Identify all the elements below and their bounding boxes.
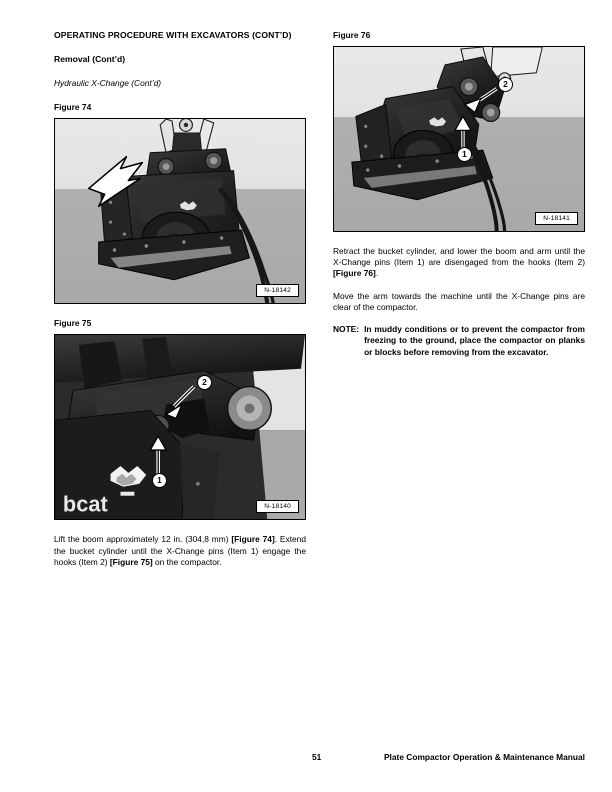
svg-text:bcat: bcat <box>62 491 108 517</box>
figure-76-artwork <box>334 47 584 232</box>
lcp-part1: Lift the boom approximately 12 in. (304,8 mm) <box>54 534 232 545</box>
footer-page-number: 51 <box>312 752 322 762</box>
figure-74-image <box>54 118 306 304</box>
left-column-paragraph <box>54 534 306 568</box>
subsection-heading: Hydraulic X-Change (Cont’d) <box>54 78 162 89</box>
figure-76-callout-1: 1 <box>457 147 472 162</box>
rcp1-part1: Retract the bucket cylinder, and lower the boom and arm until the X-Change pins (Item 1) are disengaged from the hooks (Item 2) <box>333 246 585 268</box>
rcp1-part2: . <box>375 268 379 279</box>
figure-75-label: Figure 75 <box>54 318 92 329</box>
rcp1-bold1: [Figure 76] <box>333 268 376 279</box>
note-text: In muddy conditions or to prevent the compactor from freezing to the ground, place the compactor on planks or blocks before removing from the excavator. <box>364 324 585 357</box>
right-column <box>333 30 585 358</box>
left-column <box>54 30 306 579</box>
figure-75-callout-1: 1 <box>152 473 167 488</box>
figure-76-label: Figure 76 <box>333 30 371 40</box>
figure-75-image-number: N-18140 <box>256 500 299 514</box>
figure-75-artwork <box>55 335 305 520</box>
note-label: NOTE: <box>333 324 360 335</box>
lcp-part3: on the compactor. <box>152 556 222 567</box>
lcp-bold1: [Figure 74] <box>231 534 275 545</box>
figure-76-callout-2: 2 <box>498 77 513 92</box>
footer-manual-title: Plate Compactor Operation & Maintenance Manual <box>383 752 585 762</box>
note-block <box>333 324 585 358</box>
figure-76-image <box>333 46 585 232</box>
page-footer <box>54 752 585 766</box>
page-title: OPERATING PROCEDURE WITH EXCAVATORS (CONT’D) <box>54 30 292 40</box>
lcp-bold2: [Figure 75] <box>109 556 153 567</box>
right-column-paragraph-2: Move the arm towards the machine until the X-Change pins are clear of the compactor. <box>333 290 585 312</box>
figure-75-image <box>54 334 306 520</box>
figure-76-image-number: N-18141 <box>535 212 578 226</box>
figure-75-callout-2: 2 <box>197 375 212 390</box>
section-heading: Removal (Cont’d) <box>54 54 126 65</box>
right-column-paragraph-1 <box>333 246 585 280</box>
figure-74-image-number: N-18142 <box>256 284 299 298</box>
figure-74-label: Figure 74 <box>54 102 92 113</box>
lcp-part2: . Extend the bucket cylinder until the X-Change pins (Item 1) engage the hooks (Item 2) <box>54 534 306 567</box>
figure-74-artwork <box>55 119 305 304</box>
